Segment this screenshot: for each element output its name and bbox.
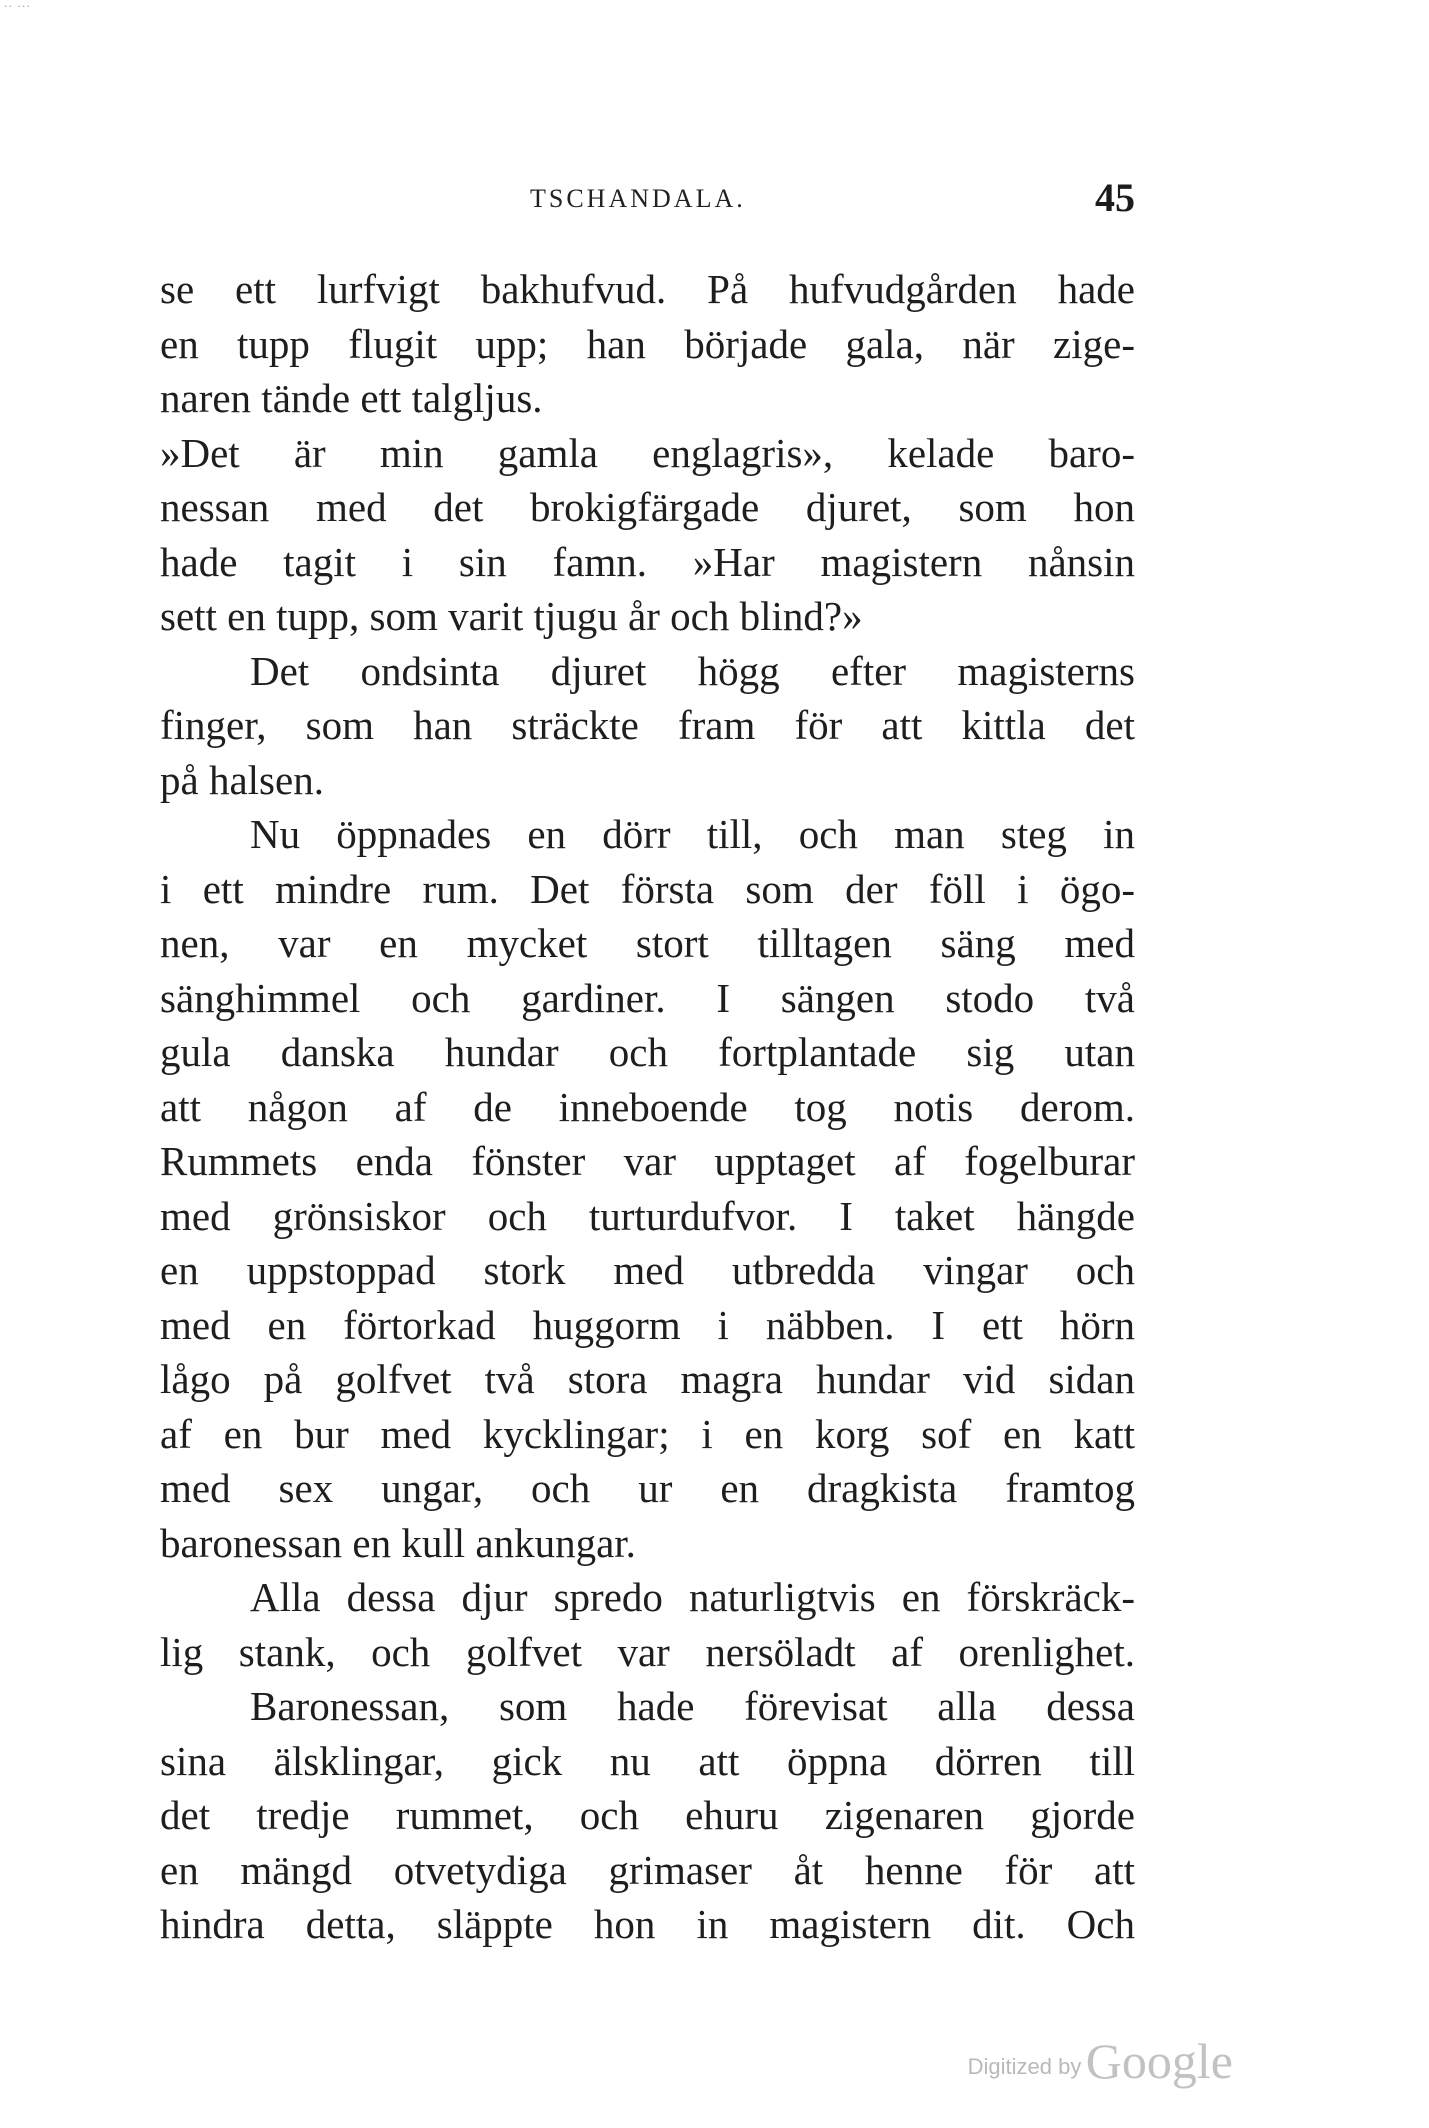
- text-line: Alla dessa djur spredo naturligtvis en förskräck-: [250, 1574, 1135, 1620]
- text-line: sänghimmel och gardiner. I sängen stodo två: [160, 974, 1135, 1021]
- text-line: på halsen.: [160, 756, 324, 803]
- text-line: gula danska hundar och fortplantade sig utan: [160, 1029, 1135, 1075]
- text-line: nen, var en mycket stort tilltagen säng med: [160, 920, 1135, 966]
- text-line: att någon af de inneboende tog notis derom.: [160, 1083, 1135, 1130]
- text-line: Baronessan, som hade förevisat alla dessa: [250, 1683, 1135, 1729]
- page-number: 45: [1095, 175, 1135, 220]
- text-line: en mängd otvetydiga grimaser åt henne för att: [160, 1846, 1135, 1893]
- text-line: hade tagit i sin famn. »Har magistern nånsin: [160, 538, 1135, 585]
- text-line: med grönsiskor och turturdufvor. I taket hängde: [160, 1192, 1135, 1239]
- text-line: Rummets enda fönster var upptaget af fogelburar: [160, 1138, 1135, 1184]
- text-line: finger, som han sträckte fram för att kittla det: [160, 702, 1135, 748]
- text-line: med sex ungar, och ur en dragkista framtog: [160, 1465, 1135, 1511]
- text-line: en uppstoppad stork med utbredda vingar och: [160, 1247, 1135, 1293]
- text-line: i ett mindre rum. Det första som der föll i ögo-: [160, 865, 1135, 912]
- text-line: nessan med det brokigfärgade djuret, som hon: [160, 484, 1135, 530]
- text-line: sett en tupp, som varit tjugu år och blind?»: [160, 593, 863, 639]
- text-line: en tupp flugit upp; han började gala, när zige-: [160, 320, 1135, 367]
- text-line: »Det är min gamla englagris», kelade baro-: [160, 429, 1135, 476]
- digitized-watermark: [968, 2032, 1233, 2090]
- text-line: det tredje rummet, och ehuru zigenaren gjorde: [160, 1792, 1135, 1838]
- running-head: TSCHANDALA.: [530, 184, 746, 213]
- text-line: lågo på golfvet två stora magra hundar vid sidan: [160, 1356, 1135, 1402]
- text-line: af en bur med kycklingar; i en korg sof en katt: [160, 1410, 1135, 1457]
- text-line: naren tände ett talgljus.: [160, 375, 543, 421]
- text-line: se ett lurfvigt bakhufvud. På hufvudgården hade: [160, 266, 1135, 312]
- watermark-prefix: Digitized by: [967, 2054, 1082, 2079]
- text-line: hindra detta, släppte hon in magistern dit. Och: [160, 1901, 1135, 1947]
- page-header: [160, 175, 1135, 228]
- text-line: baronessan en kull ankungar.: [160, 1519, 636, 1566]
- text-line: lig stank, och golfvet var nersöladt af orenlighet.: [160, 1628, 1135, 1675]
- text-line: Nu öppnades en dörr till, och man steg in: [250, 811, 1135, 857]
- corner-mark: ·· ···: [4, 0, 31, 13]
- body-text: [160, 262, 1135, 1952]
- google-logo: Google: [1085, 2033, 1233, 2089]
- text-line: med en förtorkad huggorm i näbben. I ett hörn: [160, 1301, 1135, 1348]
- text-line: Det ondsinta djuret högg efter magisterns: [250, 647, 1135, 694]
- text-line: sina älsklingar, gick nu att öppna dörren till: [160, 1737, 1135, 1784]
